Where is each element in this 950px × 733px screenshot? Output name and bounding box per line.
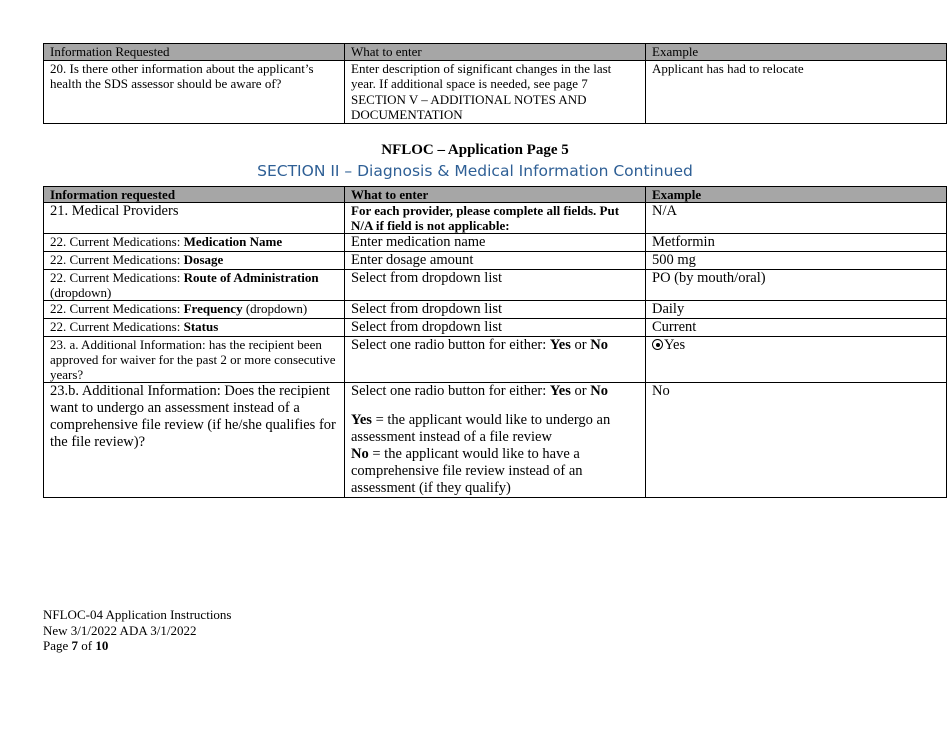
column-header: Example [646, 44, 947, 61]
column-header: What to enter [345, 44, 646, 61]
what-prefix: Select one radio button for either: [351, 383, 550, 399]
info-cell: 21. Medical Providers [44, 203, 345, 234]
info-bold: Dosage [183, 252, 224, 267]
section-title: SECTION II – Diagnosis & Medical Information Continued [257, 162, 693, 180]
what-cell: Enter description of significant changes in the last year. If additional space is needed, see page 7 SECTION V – ADDITIONAL NOTES AND DOCUMENTATION [345, 60, 646, 123]
yes-label: Yes [351, 412, 372, 428]
info-cell [44, 301, 345, 319]
column-header: Example [646, 187, 947, 203]
what-cell [345, 383, 646, 498]
info-prefix: 22. Current Medications: [50, 252, 184, 267]
example-cell: No [646, 383, 947, 498]
footer-dates: New 3/1/2022 ADA 3/1/2022 [43, 622, 197, 638]
what-cell: Select from dropdown list [345, 301, 646, 319]
column-header: Information Requested [44, 44, 345, 61]
of-word: of [78, 638, 96, 653]
what-cell: Enter medication name [345, 234, 646, 252]
what-cell: For each provider, please complete all fields. Put N/A if field is not applicable: [345, 203, 646, 234]
page-word: Page [43, 638, 72, 653]
footer [43, 607, 232, 654]
example-value: Yes [664, 337, 686, 353]
table-row [44, 319, 947, 337]
table-row [44, 203, 947, 234]
info-cell [44, 319, 345, 337]
table-row [44, 301, 947, 319]
what-cell: Select from dropdown list [345, 319, 646, 337]
info-suffix: (dropdown) [50, 285, 112, 300]
table-row [44, 234, 947, 252]
info-cell [44, 234, 345, 252]
table-row [44, 270, 947, 301]
example-cell: PO (by mouth/oral) [646, 270, 947, 301]
example-cell [646, 337, 947, 383]
info-suffix: (dropdown) [242, 301, 308, 316]
no-word: No [590, 383, 608, 399]
info-cell [44, 270, 345, 301]
table-row [44, 383, 947, 498]
column-header: What to enter [345, 187, 646, 203]
yes-explanation [351, 412, 639, 446]
table-header-row [44, 187, 947, 203]
what-prefix: Select one radio button for either: [351, 337, 550, 353]
no-label: No [351, 446, 369, 462]
info-table-continued [43, 43, 947, 124]
info-prefix: 22. Current Medications: [50, 234, 184, 249]
radio-selected-icon [652, 339, 663, 350]
info-bold: Route of Administration [183, 270, 319, 285]
yes-desc: = the applicant would like to undergo an assessment instead of a file review [351, 412, 611, 445]
yes-word: Yes [549, 383, 571, 399]
footer-page-number [43, 638, 232, 654]
example-cell: 500 mg [646, 252, 947, 270]
what-cell [345, 337, 646, 383]
info-bold: Medication Name [183, 234, 283, 249]
table-row [44, 337, 947, 383]
info-prefix: 22. Current Medications: [50, 301, 184, 316]
table-row [44, 60, 947, 123]
what-cell: Select from dropdown list [345, 270, 646, 301]
info-cell: 23. a. Additional Information: has the recipient been approved for waiver for the past 2 or more consecutive years? [44, 337, 345, 383]
page-current: 7 [71, 638, 79, 653]
info-prefix: 22. Current Medications: [50, 319, 184, 334]
info-bold: Status [183, 319, 219, 334]
example-cell: Applicant has had to relocate [646, 60, 947, 123]
example-cell: Metformin [646, 234, 947, 252]
no-desc: = the applicant would like to have a comprehensive file review instead of an assessment (if they qualify) [351, 446, 583, 496]
or-word: or [570, 337, 591, 353]
example-cell: N/A [646, 203, 947, 234]
example-cell: Current [646, 319, 947, 337]
example-cell: Daily [646, 301, 947, 319]
spacer [351, 400, 639, 412]
info-cell [44, 252, 345, 270]
yes-word: Yes [549, 337, 571, 353]
no-explanation [351, 446, 639, 497]
medical-info-table [43, 186, 947, 498]
or-word: or [570, 383, 591, 399]
table-header-row [44, 44, 947, 61]
no-word: No [590, 337, 608, 353]
page-title: NFLOC – Application Page 5 [381, 142, 569, 158]
what-cell: Enter dosage amount [345, 252, 646, 270]
info-cell: 20. Is there other information about the applicant’s health the SDS assessor should be aware of? [44, 60, 345, 123]
info-prefix: 22. Current Medications: [50, 270, 184, 285]
column-header: Information requested [44, 187, 345, 203]
table-row [44, 252, 947, 270]
info-cell: 23.b. Additional Information: Does the recipient want to undergo an assessment instead of a comprehensive file review (if he/she qualifies for the file review)? [44, 383, 345, 498]
info-bold: Frequency [183, 301, 243, 316]
page-total: 10 [95, 638, 109, 653]
what-line [351, 383, 639, 400]
footer-doc-title: NFLOC-04 Application Instructions [43, 607, 232, 622]
